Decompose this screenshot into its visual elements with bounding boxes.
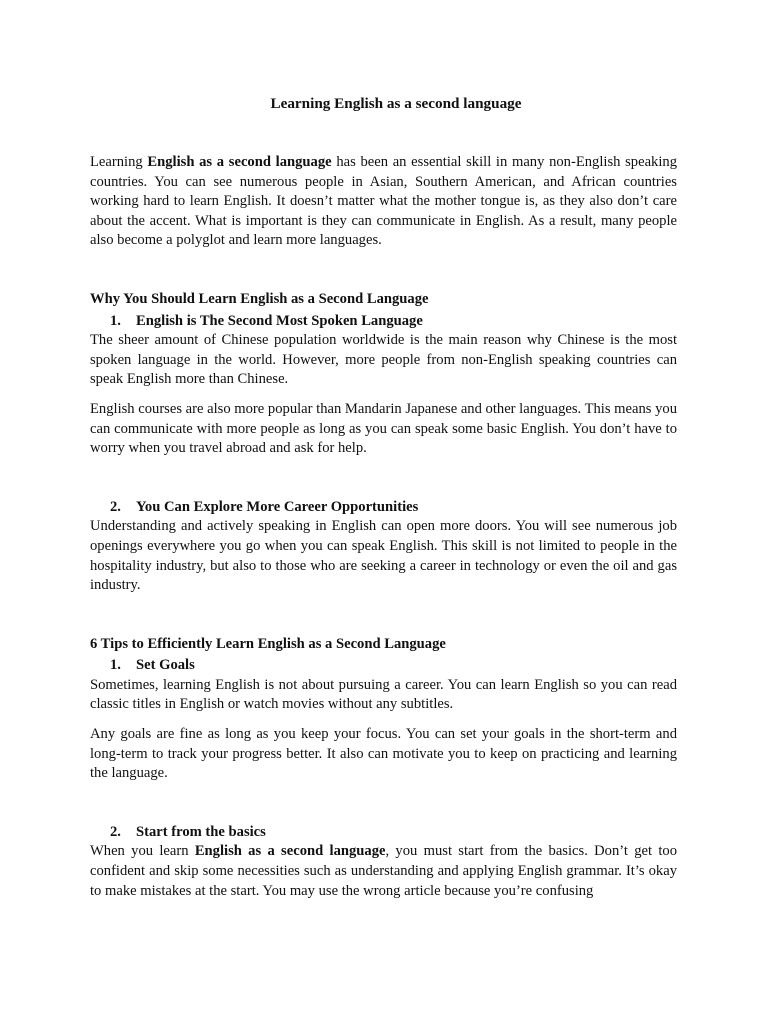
item-heading-text: Set Goals bbox=[136, 657, 195, 674]
item-heading-start-basics bbox=[90, 823, 677, 843]
intro-lead: Learning bbox=[90, 154, 143, 170]
intro-bold: English as a second language bbox=[147, 154, 332, 170]
paragraph: The sheer amount of Chinese population worldwide is the main reason why Chinese is the most spoken language in the world. However, more people from non-English speaking countries can speak English more than Chinese. bbox=[90, 332, 677, 388]
item-heading-text: You Can Explore More Career Opportunities bbox=[136, 498, 419, 515]
item-heading-second-most-spoken bbox=[90, 312, 677, 332]
paragraph: Sometimes, learning English is not about pursuing a career. You can learn English so you can read classic titles in English or watch movies without any subtitles. bbox=[90, 676, 677, 713]
section-heading-tips: 6 Tips to Efficiently Learn English as a Second Language bbox=[90, 635, 446, 652]
paragraph-start-basics bbox=[90, 842, 677, 901]
document-title: Learning English as a second language bbox=[270, 95, 522, 112]
intro-rest: has been an essential skill in many non-English speaking countries. You can see numerous people in Asian, Southern American, and African countries working hard to learn English. It doesn’t matter what the mother tongue is, as they also don’t care about the accent. What is important is they can communicate in English. As a result, many people also become a polyglot and learn more languages. bbox=[90, 154, 678, 249]
document-page bbox=[90, 94, 677, 901]
intro-paragraph bbox=[90, 153, 677, 251]
paragraph-lead: When you learn bbox=[90, 843, 189, 860]
paragraph: Any goals are fine as long as you keep your focus. You can set your goals in the short-term and long-term to track your progress better. It also can motivate you to keep on practicing and learning the language. bbox=[90, 726, 677, 782]
item-number: 1. bbox=[110, 657, 121, 674]
item-heading-text: English is The Second Most Spoken Language bbox=[136, 312, 423, 329]
item-heading-text: Start from the basics bbox=[136, 823, 266, 840]
paragraph-rest: , you must start from the basics. Don’t get too confident and skip some necessities such as understanding and applying English grammar. It’s okay to make mistakes at the start. You may use the wrong article because you’re confusing bbox=[90, 843, 678, 899]
item-heading-set-goals bbox=[90, 656, 677, 676]
item-number: 2. bbox=[110, 498, 121, 515]
item-number: 2. bbox=[110, 823, 121, 840]
item-number: 1. bbox=[110, 312, 121, 329]
section-heading-why: Why You Should Learn English as a Second Language bbox=[90, 290, 429, 307]
paragraph: English courses are also more popular than Mandarin Japanese and other languages. This means you can communicate with more people as long as you can speak some basic English. You don’t have to worry when you travel abroad and ask for help. bbox=[90, 400, 677, 457]
item-heading-career-opportunities bbox=[90, 498, 677, 518]
paragraph: Understanding and actively speaking in English can open more doors. You will see numerous job openings everywhere you go when you can speak English. This skill is not limited to people in the hospitality industry, but also to those who are seeking a career in technology or even the oil and gas industry. bbox=[90, 518, 677, 594]
paragraph-bold: English as a second language bbox=[194, 843, 386, 860]
